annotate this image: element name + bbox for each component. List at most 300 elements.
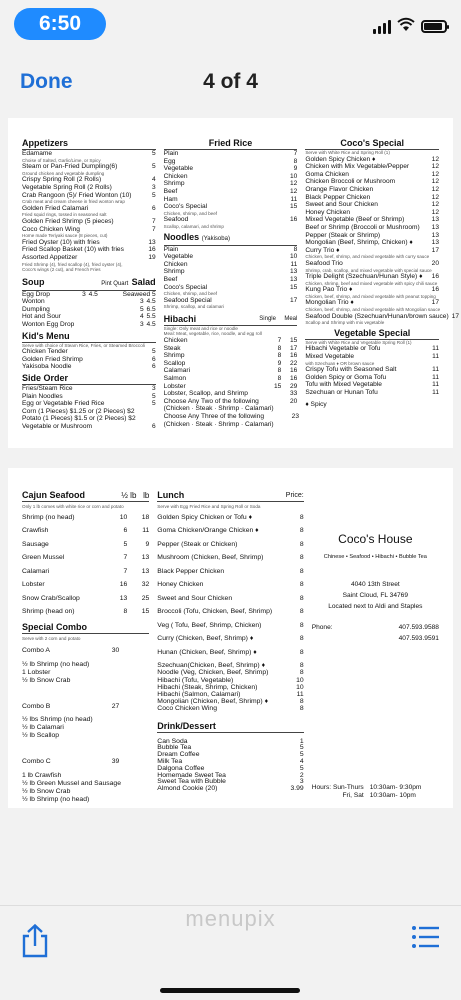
menu-item-price: 2: [299, 771, 304, 779]
menu-item-name: Edamame: [22, 150, 53, 157]
menu-item-name: Crispy Tofu with Seasoned Salt: [305, 366, 397, 374]
menu-item-price: 11: [432, 381, 440, 389]
menu-item-prices: [262, 352, 297, 360]
battery-icon: [421, 20, 447, 33]
menu-item: [157, 786, 303, 793]
menu-item-name: Egg Drop: [22, 290, 50, 298]
menu-item-price: 13: [431, 231, 440, 239]
menu-item: [164, 196, 298, 204]
menu-item: [22, 291, 156, 299]
menu-item: [305, 216, 439, 224]
menu-item-price: 8: [299, 698, 304, 706]
menu-item-price: 8: [299, 608, 304, 616]
menu-item-price: 6: [152, 363, 156, 371]
menu-note: Chicken, shrimp, and beef: [163, 291, 218, 297]
menu-item-price: 5: [299, 751, 304, 759]
menu-item: [22, 423, 156, 431]
menu-item-price: 5: [299, 764, 304, 772]
menu-item-name: Dream Coffee: [157, 751, 200, 759]
menu-item-name: Shrimp: [163, 180, 185, 188]
status-icons: [373, 18, 447, 35]
menu-item-price: 5: [152, 392, 156, 400]
menu-item-name: Wonton Egg Drop: [22, 321, 75, 329]
menu-item: [305, 299, 439, 307]
menu-item-name: Pepper (Steak or Shrimp): [305, 231, 381, 239]
menu-item-name: Crab Rangoon (5)/ Fried Wonton (10): [22, 191, 132, 199]
menu-item-price: 7: [293, 150, 298, 157]
menu-item-price: 11: [432, 389, 440, 396]
menu-item-price: 8: [299, 554, 304, 562]
menu-item: [22, 348, 156, 356]
lunch-heading: Lunch Price:: [157, 490, 304, 500]
menu-item: [305, 381, 439, 389]
menu-item-price: 9: [293, 165, 298, 173]
restaurant-info: [312, 532, 439, 612]
price-large: 4.5: [146, 321, 156, 329]
price-small: 3: [140, 321, 144, 329]
battery-level: [424, 23, 442, 30]
menu-item-name: Sweet Tea with Bubble: [157, 778, 226, 786]
menu-item-name: Hunan (Chicken, Beef, Shrimp) ♦: [157, 648, 257, 656]
menu-item-price: 5: [152, 400, 156, 408]
price-small: 5: [140, 305, 144, 313]
menu-item-price: 10: [290, 253, 298, 261]
menu-item-price: 3: [152, 385, 156, 393]
menu-item-name: Coco Chicken Wing: [22, 225, 80, 233]
combo-item: ½ lbs Shrimp (no head): [22, 716, 93, 724]
menu-item-name: Egg or Vegetable Fried Rice: [22, 400, 105, 408]
menu-item-name: Chicken: [163, 260, 188, 268]
menu-item-price: 7: [152, 217, 156, 225]
menu-item-price: 19: [148, 253, 156, 261]
menu-item: [22, 176, 156, 184]
menu-note: Crab meat and cream cheese in fried wonton wrap: [22, 199, 125, 205]
menu-item: [164, 390, 298, 398]
menu-item: [157, 541, 303, 549]
price-large: 16: [290, 352, 298, 360]
menu-item-prices: [262, 367, 297, 375]
page-indicator: 4 of 4: [203, 70, 258, 93]
menu-item-price: 11: [432, 353, 440, 361]
menu-item-name: Orange Flavor Chicken: [305, 185, 374, 193]
menu-item: [157, 622, 303, 630]
combo-item: ½ lb Scallop: [22, 732, 60, 740]
menu-item-price: 11: [432, 373, 440, 381]
menu-item-name: Beef: [163, 187, 178, 195]
menu-item: [164, 253, 298, 261]
menu-item-name: Goma Chicken: [305, 170, 349, 178]
menu-item-prices: [102, 527, 149, 535]
menu-note: Shrimp, crab, scallop, and mixed vegetable with special sauce: [305, 267, 432, 273]
menu-item-name: Pepper (Steak or Chicken): [157, 540, 238, 548]
menu-item-price: 16: [148, 246, 156, 254]
menu-item-price: 5: [152, 348, 156, 356]
menu-note: Scallop and Shrimp with mix vegetable: [305, 320, 385, 326]
menu-item: [305, 224, 439, 232]
menu-item: [164, 276, 298, 284]
list-icon[interactable]: [411, 924, 439, 950]
menu-item: [157, 527, 303, 535]
menu-note: Chicken, shrimp, beef and mixed vegetable with spicy chili sauce: [305, 280, 438, 286]
menu-item-prices: [262, 375, 297, 383]
menu-item: [22, 415, 156, 423]
menu-item-name: Szechuan(Chicken, Beef, Shrimp) ♦: [157, 662, 266, 670]
menu-item-prices: [129, 298, 156, 306]
menu-item-name: Vegetable Spring Roll (2 Rolls): [22, 183, 112, 191]
noodles-heading: Noodles (Yakisoba): [164, 232, 298, 246]
special-combo-heading: Special Combo: [22, 622, 149, 634]
combo-b: Combo B 27: [22, 702, 120, 710]
restaurant-tagline: Chinese • Seafood • Hibachi • Bubble Tea: [323, 554, 427, 560]
combo-note: Serve with 2 corn and potato: [22, 635, 81, 641]
menu-item-price: 17: [451, 312, 460, 320]
hibachi-note: Meal: Meat, vegetable, rice, noodle, and egg roll: [163, 331, 262, 337]
menu-item-name: (Chicken · Steak · Shrimp · Calamari): [163, 420, 274, 428]
menu-item-price: 3.99: [290, 785, 304, 793]
home-indicator: [160, 988, 300, 993]
menu-item: [305, 260, 439, 268]
menu-item-price: 17: [290, 296, 298, 304]
menu-item: [164, 375, 298, 383]
menu-item-name: Almond Cookie (20): [157, 785, 218, 793]
menu-item: [164, 150, 298, 158]
menu-item: [157, 568, 303, 576]
bottom-toolbar: [0, 905, 461, 1000]
menu-item: [164, 246, 298, 254]
price-large: 16: [290, 375, 298, 383]
menu-item-name: Black Pepper Chicken: [157, 567, 225, 575]
menu-item-price: 8: [299, 567, 304, 575]
menu-item: [157, 698, 303, 705]
menu-item: [305, 374, 439, 382]
appetizers-heading: Appetizers: [22, 138, 156, 150]
price-large: 22: [290, 359, 298, 367]
price-small: 4: [140, 313, 144, 321]
menu-item-name: Shrimp (no head): [22, 513, 75, 521]
menu-item-name: Goma Chicken/Orange Chicken ♦: [157, 527, 259, 535]
menu-item-price: 12: [290, 180, 298, 188]
menu-item: [22, 527, 149, 535]
price-small: 8: [123, 608, 128, 616]
menu-item: [22, 554, 149, 562]
menu-item-name: Hibachi Vegetable or Tofu: [305, 345, 381, 353]
menu-item-price: 11: [290, 195, 298, 203]
menu-item-name: Steak: [163, 344, 181, 352]
menu-item-price: 8: [299, 540, 304, 548]
menu-item-name: Milk Tea: [157, 757, 183, 765]
menu-item-name: Chicken with Mix Vegetable/Pepper: [305, 163, 410, 171]
menu-item-price: 1: [299, 737, 304, 745]
menu-item: [22, 163, 156, 171]
menu-item: [305, 312, 460, 321]
menu-note: Chicken, beef, shrimp, and mixed vegetable with Mongolian sauce: [305, 307, 441, 313]
menu-item-prices: [129, 306, 156, 314]
menu-item-price: 12: [431, 170, 440, 178]
menu-item: [157, 677, 303, 684]
menu-item-price: 8: [299, 662, 304, 670]
menu-item: [305, 201, 439, 209]
menu-item-price: 10: [290, 172, 298, 180]
menu-item-name: Plain: [163, 150, 179, 157]
restaurant-name: Coco's House: [338, 532, 413, 546]
drink-dessert-heading: Drink/Dessert: [157, 721, 303, 733]
price-large: 5.5: [146, 313, 156, 321]
menu-item-name: Hibachi (Salmon, Calamari): [157, 690, 241, 698]
menu-item: [305, 286, 439, 294]
status-bar: [0, 0, 461, 50]
menu-item: [305, 273, 439, 281]
price-small: 5: [123, 540, 128, 548]
price-small: 6: [123, 527, 128, 535]
spicy-legend: ♦ Spicy: [305, 400, 327, 408]
status-time[interactable]: 6:50: [14, 8, 106, 40]
menu-item: [164, 173, 298, 181]
menu-item: [157, 635, 303, 643]
menu-item-name: Ham: [163, 195, 178, 203]
menu-item-price: 6: [152, 355, 156, 363]
menu-item-price: 16: [431, 286, 440, 294]
menu-item-name: Golden Spicy or Goma Tofu: [305, 373, 387, 381]
menu-item: [22, 150, 156, 158]
combo-a: Combo A 30: [22, 647, 120, 655]
menu-item-price: 8: [299, 513, 304, 521]
menu-item-name: Curry (Chicken, Beef, Shrimp) ♦: [157, 635, 254, 643]
menu-item-price: 10: [296, 676, 304, 684]
hibachi-note: Single: Only meat and rice or noodle: [163, 325, 238, 331]
kids-menu-note: Serve with choice of Steam Rice, Fries, or Steamed Broccoli: [22, 342, 145, 348]
menu-item-name: Coco Chicken Wing: [157, 705, 217, 713]
price-large: 20: [290, 397, 298, 405]
price-large: 25: [141, 594, 150, 602]
menu-item-price: 6: [152, 204, 156, 212]
menu-item: [22, 239, 156, 247]
price-small: 8: [277, 375, 282, 383]
menu-item-name: Mongolian (Beef, Shrimp, Chicken) ♦: [305, 239, 413, 247]
menu-item-name: Coco's Special: [163, 283, 208, 291]
menu-item-name: Egg: [163, 157, 176, 165]
menu-item-prices: [102, 581, 149, 589]
menu-item-price: 11: [432, 345, 440, 353]
menu-item-name: Mixed Vegetable: [305, 353, 355, 361]
menu-item-prices: [262, 398, 297, 406]
menu-item-name: Golden Spicy Chicken or Tofu ♦: [157, 513, 253, 521]
menu-item-price: 4: [299, 757, 304, 765]
menu-item-name: Fries/Steam Rice: [22, 385, 73, 393]
menu-note: Serve with White Rice and Spring Roll (1): [305, 150, 390, 155]
menu-item-price: 5: [152, 150, 156, 157]
menu-item: [164, 337, 298, 345]
coco-special-heading: Coco's Special: [305, 138, 439, 150]
combo-item: ½ lb Shrimp (no head): [22, 660, 90, 668]
menu-item-name: Vegetable: [163, 165, 194, 173]
navigation-bar: [0, 50, 461, 116]
restaurant-hours: Hours: Sun-Thurs Fri, Sat 10:30am- 9:30pm 10:30am- 10pm: [311, 784, 422, 799]
menu-item-name: Broccoli (Tofu, Chicken, Beef, Shrimp): [157, 608, 273, 616]
kids-menu-heading: Kid's Menu: [22, 331, 156, 343]
menu-note: Coco's wings (2 cut), and French Fries: [22, 267, 101, 273]
combo-item: ½ lb Snow Crab: [22, 787, 71, 795]
menu-note: Home made Teriyaki sauce (8 pieces, cut): [22, 233, 108, 239]
menu-item: [22, 313, 156, 321]
price-small: 7: [277, 337, 282, 345]
lunch-note: Serve with Egg Fried Rice and Spring Roll or Soda: [157, 504, 261, 509]
menu-item: [22, 192, 156, 200]
price-small: 7: [123, 554, 128, 562]
menu-item: [157, 705, 303, 712]
menu-item: [22, 514, 149, 522]
menu-item-name: Lobster, Scallop, and Shrimp: [163, 390, 248, 398]
menu-item-name: Snow Crab/Scallop: [22, 594, 80, 602]
menu-item: [157, 608, 303, 616]
menu-item-price: 8: [293, 157, 298, 165]
combo-item: ½ lb Snow Crab: [22, 676, 71, 684]
cajun-column: [22, 488, 149, 804]
menu-item: [157, 581, 303, 589]
price-large: 13: [141, 567, 150, 575]
menu-item: [22, 393, 156, 401]
menu-item-name: Plain Noodles: [22, 392, 63, 400]
menu-item-name: Mushroom (Chicken, Beef, Shrimp): [157, 554, 264, 562]
menu-item-price: 13: [431, 239, 440, 247]
menu-item-name: Honey Chicken: [157, 581, 204, 589]
menu-item-price: 8: [299, 648, 304, 656]
menu-item-name: Crawfish: [22, 527, 49, 535]
menu-item-price: 3: [299, 778, 304, 786]
price-large: 15: [141, 608, 150, 616]
menu-page-1: [8, 118, 460, 448]
menu-item-name: Calamari: [163, 367, 191, 375]
price-small: 13: [119, 594, 128, 602]
menu-item-name: Lobster: [22, 581, 45, 589]
menu-item-name: Plain: [163, 245, 179, 253]
menu-item-name: Golden Spicy Chicken ♦: [305, 155, 376, 163]
menu-item-price: 12: [431, 185, 440, 193]
menu-item: [22, 541, 149, 549]
menu-item: [164, 158, 298, 166]
menu-item: [164, 216, 298, 224]
menu-item-prices: [102, 568, 149, 576]
menu-item-name: Curry Trio ♦: [305, 246, 340, 254]
menu-item-price: 16: [431, 273, 440, 281]
menu-item-price: 17: [431, 299, 440, 307]
menu-item-price: 6: [152, 423, 156, 430]
menu-item: [164, 352, 298, 360]
menu-item-name: Can Soda: [157, 737, 188, 745]
menu-item-name: Green Mussel: [22, 554, 65, 562]
menu-item: [157, 691, 303, 698]
menu-item: [157, 554, 303, 562]
menu-item-prices: [262, 360, 297, 368]
menu-item: [305, 345, 439, 353]
menu-item-price: 15: [290, 283, 298, 291]
menu-item: [164, 367, 298, 375]
combo-item: 1 Lobster: [22, 668, 51, 676]
menu-item-name: Homemade Sweet Tea: [157, 771, 226, 779]
menupix-watermark: menupix: [185, 906, 276, 931]
menu-item: [305, 156, 439, 164]
menu-item: [164, 345, 298, 353]
menu-item-price: [153, 408, 156, 416]
menu-item-name: Chicken: [163, 337, 188, 345]
coco-special-column: [305, 136, 460, 431]
menu-item: [164, 398, 298, 406]
menu-item-name: Dalgona Coffee: [157, 764, 205, 772]
menu-item-name: Veg ( Tofu, Beef, Shrimp, Chicken): [157, 621, 262, 629]
menu-item-name: Dumpling: [22, 305, 50, 313]
price-small: 3: [140, 298, 144, 306]
price-large: 4.5: [146, 298, 156, 306]
menu-item: [305, 163, 439, 171]
price-small: 3: [82, 290, 86, 298]
menu-item: [22, 356, 156, 364]
menu-item: [305, 389, 439, 397]
combo-item: ½ lb Calamari: [22, 724, 64, 732]
menu-note: Scallop, calamari, and shrimp: [163, 223, 224, 229]
menu-item: [157, 669, 303, 676]
menu-item-name: Chicken: [163, 172, 188, 180]
menu-item: [22, 385, 156, 393]
price-large: 9: [145, 540, 150, 548]
menu-item: [22, 306, 156, 314]
menu-note: Choise of Salted, Garlic/Lime, or Spicy: [22, 157, 101, 163]
menu-item-price: 10: [296, 683, 304, 691]
menu-item-price: 8: [299, 594, 304, 602]
menu-item-name: Salmon: [163, 375, 187, 383]
combo-item: ½ lb Green Mussel and Sausage: [22, 779, 121, 787]
middle-column: [164, 136, 298, 431]
menu-item: [164, 405, 298, 413]
menu-item-name: Vegetable: [163, 253, 194, 261]
price-small: 15: [274, 382, 282, 390]
menu-item-prices: [102, 608, 149, 616]
menu-item-price: 7: [152, 225, 156, 233]
menu-item: [157, 514, 303, 522]
menu-item: [164, 360, 298, 368]
menu-item: [22, 254, 156, 262]
menu-item: [22, 205, 156, 213]
menu-item-price: [153, 415, 156, 423]
menu-item-price: 13: [290, 268, 298, 276]
price-small: 7: [123, 567, 128, 575]
appetizers-column: [22, 136, 156, 431]
done-button[interactable]: Done: [20, 70, 73, 93]
menu-item-price: 5: [299, 744, 304, 752]
price-small: 8: [277, 367, 282, 375]
price-large: 32: [141, 581, 150, 589]
menu-item: [22, 321, 156, 329]
menu-note: Serve with White Rice and Vegetable Spring Roll (1): [305, 339, 412, 345]
menu-item-name: Choose Any Two of the following: [163, 397, 259, 405]
price-large: 4.5: [88, 290, 98, 298]
menu-item-prices: [102, 541, 149, 549]
price-large: 16: [290, 367, 298, 375]
price-large: 23: [291, 413, 299, 420]
restaurant-info-column: [312, 488, 439, 804]
cajun-note: Only 1 lb comes with white rice or corn and potato: [22, 504, 124, 509]
menu-item-name: Hibachi (Tofu, Vegetable): [157, 676, 234, 684]
menu-item-name: Sweet and Sour Chicken: [157, 594, 233, 602]
menu-item-prices: [262, 390, 297, 398]
menu-item: [305, 232, 439, 240]
menu-item-price: 5: [152, 191, 156, 199]
menu-item: [305, 178, 439, 186]
menu-item-name: Steam or Pan-Fried Dumpling(6): [22, 163, 118, 171]
menu-item-name: Noodle (Veg, Chicken, Beef, Shrimp): [157, 669, 269, 677]
menu-item-name: Chicken Broccoli or Mushroom: [305, 178, 396, 186]
menu-item-price: 12: [431, 193, 440, 201]
menu-item: [164, 421, 298, 429]
menu-item-prices: [264, 413, 299, 421]
